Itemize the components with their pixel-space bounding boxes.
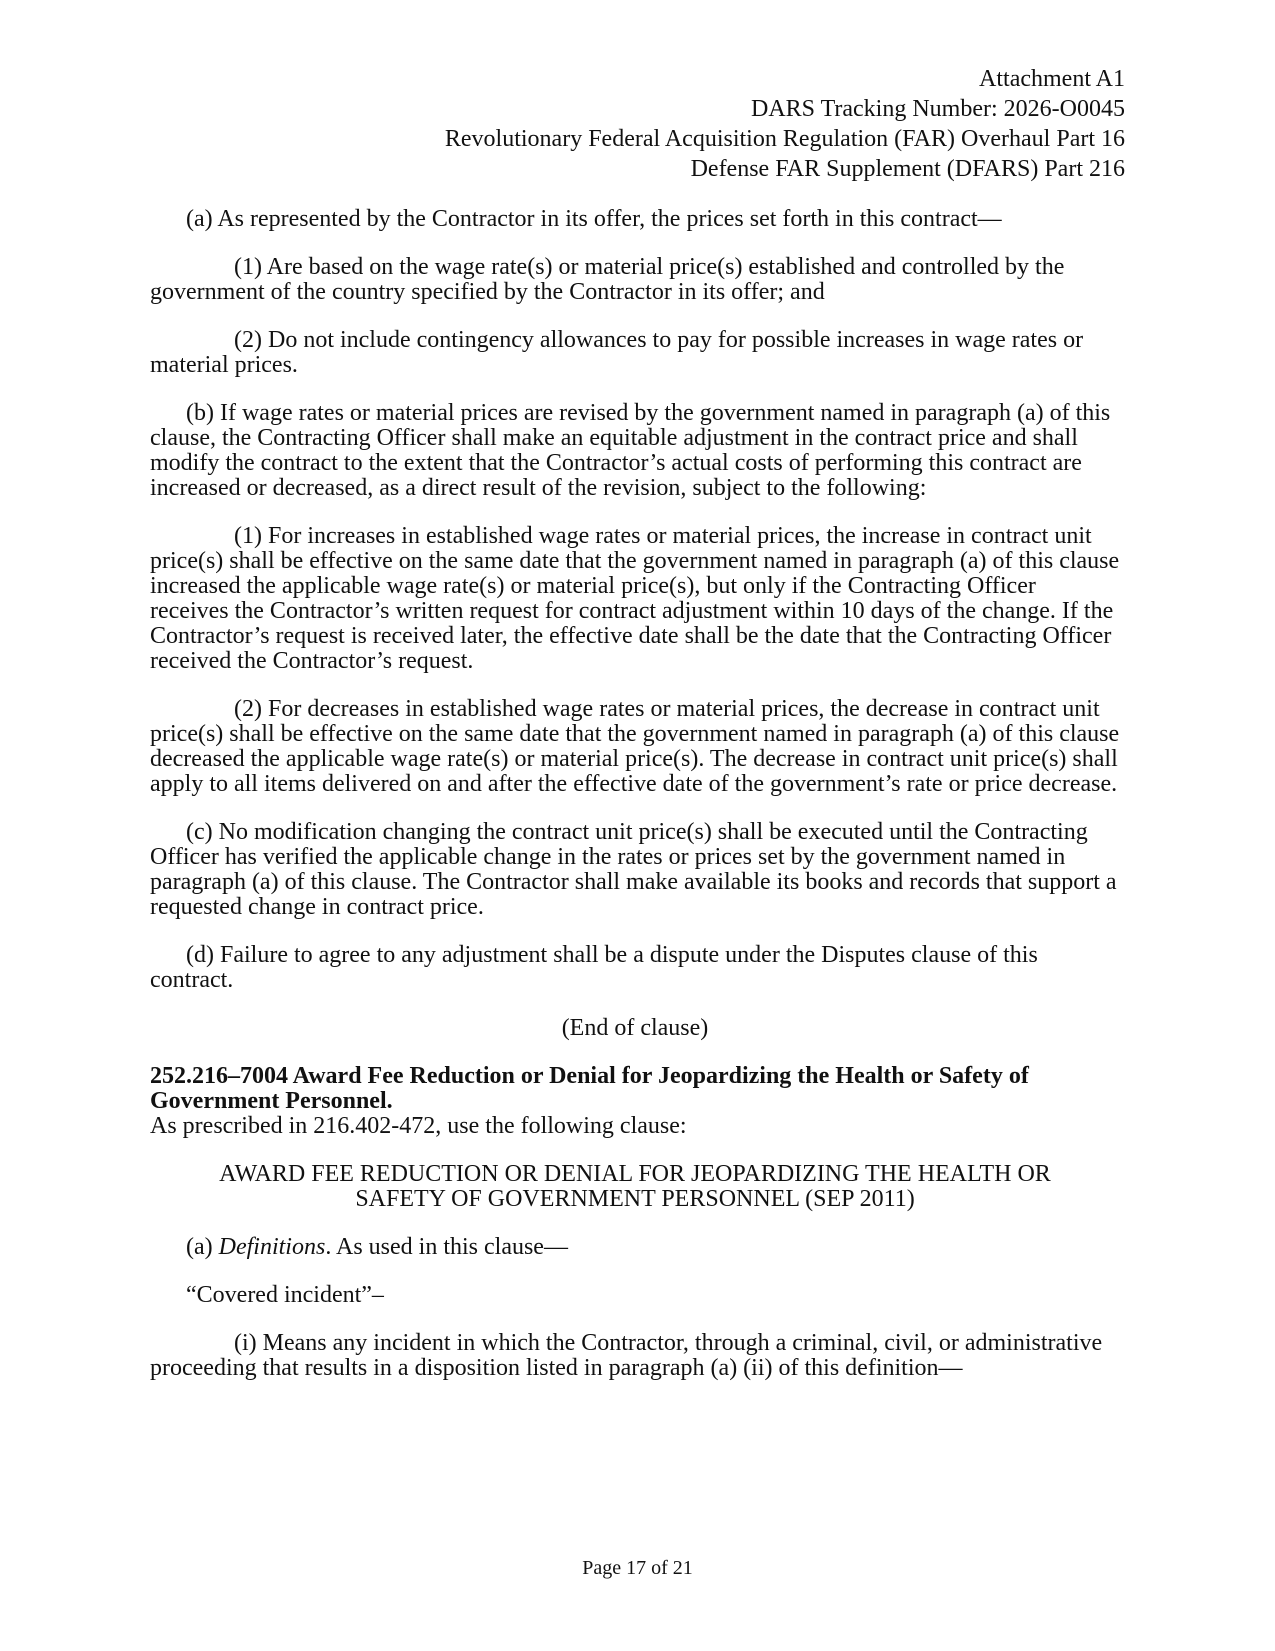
end-of-clause: (End of clause): [561, 1015, 709, 1041]
definitions-term: Definitions: [218, 1234, 326, 1260]
clause-title: [150, 1162, 1120, 1212]
paragraph-a: (a) As represented by the Contractor in its offer, the prices set forth in this contract—: [186, 206, 1002, 232]
paragraph-i: (i) Means any incident in which the Contractor, through a criminal, civil, or administrative proceeding that results in a disposition listed in paragraph (a) (ii) of this definition—: [150, 1330, 1103, 1381]
paragraph-b: (b) If wage rates or material prices are revised by the government named in paragraph (a) of this clause, the Contracting Officer shall make an equitable adjustment in the contract price and shall modify the contract to the extent that the Contractor’s actual costs of performing this contract are increased or decreased, as a direct result of the revision, subject to the following:: [150, 400, 1111, 501]
header-tracking-number: DARS Tracking Number: 2026-O0045: [750, 96, 1125, 122]
document-header: [445, 64, 1125, 184]
header-attachment: Attachment A1: [979, 66, 1125, 92]
definitions-suffix: . As used in this clause—: [325, 1234, 568, 1260]
clause-title-line1: AWARD FEE REDUCTION OR DENIAL FOR JEOPARDIZING THE HEALTH OR: [219, 1161, 1051, 1187]
clause-title-line2: SAFETY OF GOVERNMENT PERSONNEL (SEP 2011): [355, 1186, 915, 1212]
page-number: Page 17 of 21: [582, 1557, 693, 1579]
prescribed-text: As prescribed in 216.402-472, use the following clause:: [150, 1113, 687, 1139]
definitions-prefix: (a): [186, 1234, 219, 1260]
header-dfars-part: Defense FAR Supplement (DFARS) Part 216: [690, 156, 1125, 182]
definitions-paragraph: [150, 1235, 1120, 1260]
paragraph-c: (c) No modification changing the contract unit price(s) shall be executed until the Contracting Officer has verified the applicable change in the rates or prices set by the government named in paragraph (a) of this clause. The Contractor shall make available its books and records that support a requested change in contract price.: [150, 819, 1117, 920]
paragraph-a1: (1) Are based on the wage rate(s) or material price(s) established and controlled by the government of the country specified by the Contractor in its offer; and: [150, 254, 1065, 305]
paragraph-a2: (2) Do not include contingency allowances to pay for possible increases in wage rates or material prices.: [150, 327, 1084, 378]
paragraph-b2: (2) For decreases in established wage rates or material prices, the decrease in contract unit price(s) shall be effective on the same date that the government named in paragraph (a) of this clause decreased the applicable wage rate(s) or material price(s). The decrease in contract unit price(s) shall apply to all items delivered on and after the effective date of the government’s rate or price decrease.: [150, 696, 1120, 797]
section-heading: 252.216–7004 Award Fee Reduction or Denial for Jeopardizing the Health or Safety of Government Personnel.: [150, 1063, 1029, 1114]
document-body: [150, 207, 1120, 1404]
paragraph-b1: (1) For increases in established wage rates or material prices, the increase in contract unit price(s) shall be effective on the same date that the government named in paragraph (a) of this clause increased the applicable wage rate(s) or material price(s), but only if the Contracting Officer receives the Contractor’s written request for contract adjustment within 10 days of the change. If the Contractor’s request is received later, the effective date shall be the date that the Contracting Officer received the Contractor’s request.: [150, 523, 1120, 674]
covered-incident-term: “Covered incident”–: [186, 1282, 384, 1308]
header-far-part: Revolutionary Federal Acquisition Regulation (FAR) Overhaul Part 16: [444, 126, 1125, 152]
paragraph-d: (d) Failure to agree to any adjustment shall be a dispute under the Disputes clause of this contract.: [150, 942, 1038, 993]
